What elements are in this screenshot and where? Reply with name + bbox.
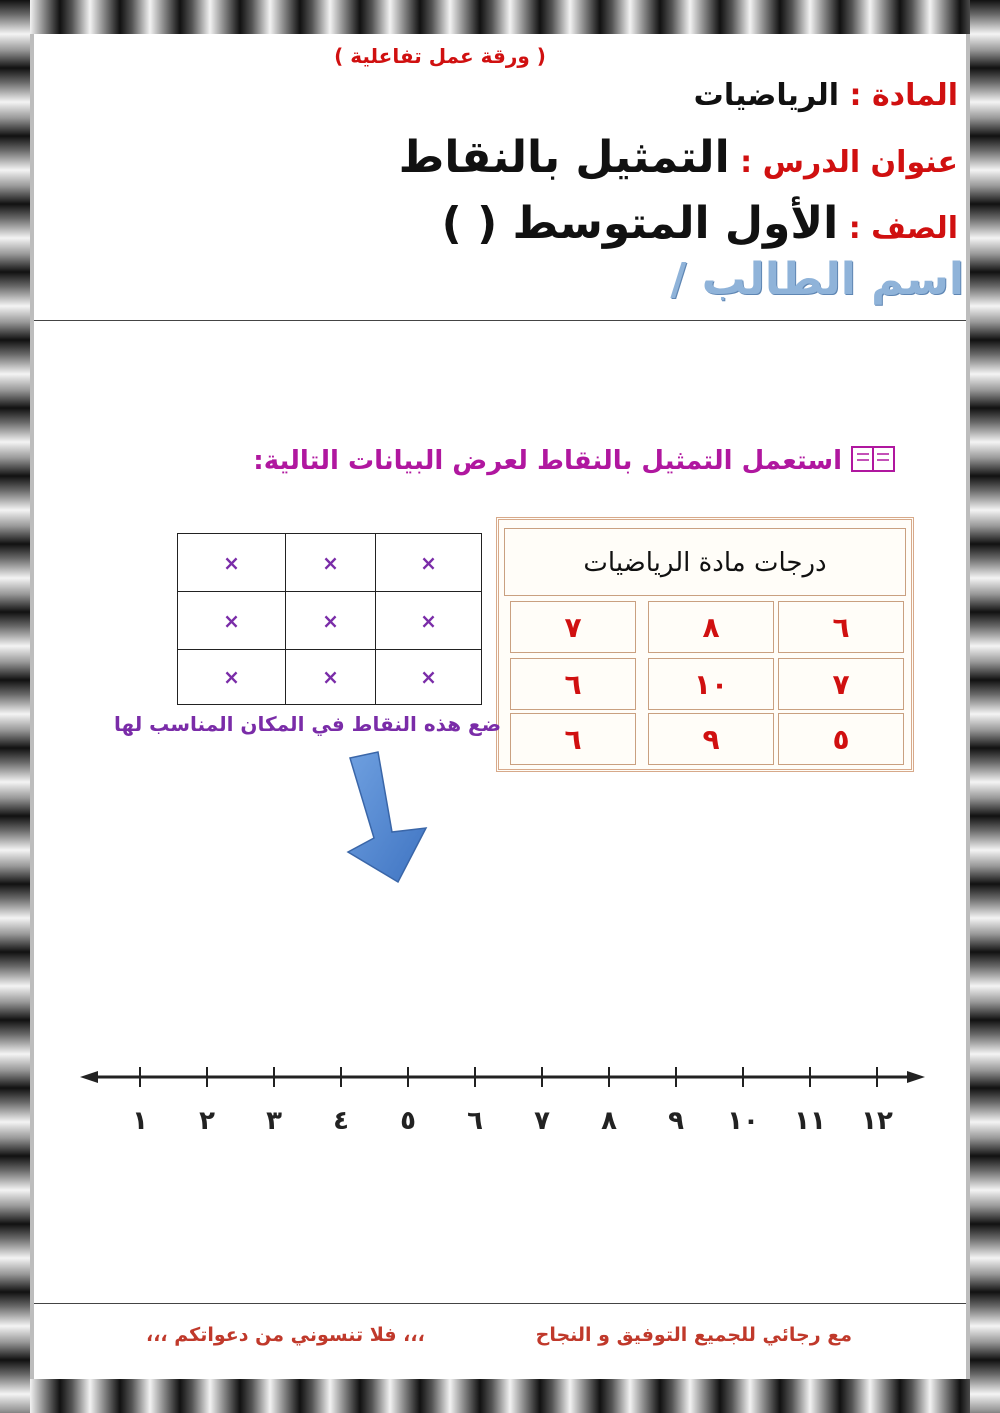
grade-label: الصف : [848, 211, 958, 246]
instruction-text: استعمل التمثيل بالنقاط لعرض البيانات التالية: [253, 446, 842, 476]
grade-line [442, 198, 958, 249]
draggable-dot[interactable]: × [376, 592, 481, 650]
worksheet-tag: ( ورقة عمل تفاعلية ) [334, 44, 546, 68]
closing-message-left: ،،، فلا تنسوني من دعواتكم ،،، [146, 1324, 425, 1346]
draggable-dot[interactable]: × [286, 592, 376, 650]
data-cell: ١٠ [648, 658, 774, 710]
data-cell: ٦ [510, 713, 636, 765]
number-line-label: ١١ [794, 1106, 826, 1136]
footer-divider [34, 1303, 966, 1304]
number-line-label: ١٠ [727, 1106, 759, 1136]
number-line-label: ٧ [534, 1106, 550, 1136]
number-line-label: ١٢ [861, 1106, 893, 1136]
number-line-label: ٣ [266, 1106, 282, 1136]
number-line-label: ٦ [467, 1106, 483, 1136]
dot-grid-note: ضع هذه النقاط في المكان المناسب لها [114, 712, 502, 736]
data-cell: ٧ [510, 601, 636, 653]
lesson-line [399, 132, 958, 183]
closing-message-right: مع رجائي للجميع التوفيق و النجاح [535, 1324, 852, 1346]
draggable-dot[interactable]: × [178, 534, 286, 592]
frame-right-border [970, 0, 1000, 1413]
data-cell: ٦ [510, 658, 636, 710]
number-line-arrow-right [907, 1071, 925, 1083]
student-name-field[interactable]: اسم الطالب / [670, 254, 964, 305]
dot-grid [177, 533, 482, 705]
data-cell: ٨ [648, 601, 774, 653]
frame-inner-edge-left [30, 34, 34, 1379]
data-cell: ٥ [778, 713, 904, 765]
number-line-label: ٢ [199, 1106, 215, 1136]
frame-bottom-border [0, 1379, 1000, 1413]
number-line-label: ٤ [333, 1106, 349, 1136]
number-line-group [80, 1067, 925, 1136]
lesson-label: عنوان الدرس : [740, 145, 958, 180]
data-cell: ٧ [778, 658, 904, 710]
header-divider [34, 320, 966, 321]
frame-left-border [0, 0, 30, 1413]
draggable-dot[interactable]: × [420, 665, 437, 689]
frame-top-border [0, 0, 1000, 34]
lesson-value: التمثيل بالنقاط [398, 132, 730, 183]
data-cell: ٩ [648, 713, 774, 765]
subject-line [694, 78, 958, 113]
book-icon [850, 444, 896, 474]
data-cell: ٦ [778, 601, 904, 653]
down-arrow-icon [330, 748, 450, 888]
frame-inner-edge-right [966, 34, 970, 1379]
grade-value: الأول المتوسط ( ) [441, 198, 839, 249]
subject-label: المادة : [849, 78, 958, 113]
number-line-label: ٨ [601, 1106, 617, 1136]
draggable-dot[interactable]: × [286, 534, 376, 592]
subject-value: الرياضيات [693, 78, 840, 113]
number-line-label: ٥ [400, 1106, 416, 1136]
number-line-label: ١ [132, 1106, 148, 1136]
draggable-dot[interactable]: × [178, 592, 286, 650]
data-table-title: درجات مادة الرياضيات [504, 528, 906, 596]
draggable-dot[interactable]: × [376, 534, 481, 592]
draggable-dot[interactable]: × [286, 650, 376, 704]
number-line-arrow-left [80, 1071, 98, 1083]
number-line [70, 1055, 940, 1145]
number-line-label: ٩ [668, 1106, 684, 1136]
draggable-dot[interactable]: × [178, 650, 286, 704]
